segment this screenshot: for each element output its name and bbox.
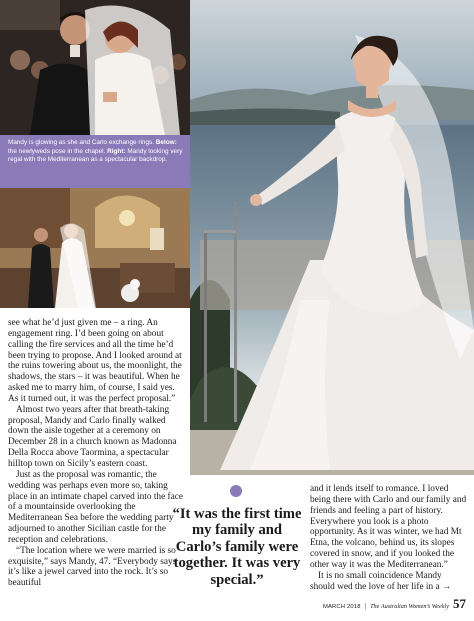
bride-on-terrace-photo (190, 0, 474, 475)
paragraph: see what he’d just given me – a ring. An engagement ring. I’d been going on about calling the fire services and all the time he’d been trying to propose. And I looked around at the ruins towering about us, the moonlight, the shadows, the stars – it was beautiful. When he asked me to marry him, of course, I said yes. As it turned out, it was the perfect proposal.” (8, 318, 182, 404)
right-text-column (310, 484, 468, 592)
paragraph: Just as the proposal was romantic, the wedding was perhaps even more so, taking place in an intimate chapel carved into the face of a mountainside overlooking the Mediterranean Sea before the wedding party adjourned to another Sicilian castle for the reception and celebrations. (8, 469, 184, 545)
caption-text (8, 139, 184, 165)
left-text-column (8, 318, 186, 589)
paragraph: Almost two years after that breath-taking proposal, Mandy and Carlo finally walked down the aisle together at a ceremony on December 28 in a church known as Madonna Della Rocca above Taormina, a spectacular hilltop town on Sicily’s eastern coast. (8, 404, 177, 469)
paragraph: “The location where we were married is so exquisite,” says Mandy, 47. “Everybody says it’s like a jewel carved into the rock. It’s so beautiful (8, 545, 177, 589)
chapel-photo (0, 188, 190, 308)
decorative-dot (230, 485, 242, 497)
bride-terrace-illustration (190, 0, 474, 475)
caption-right-label: Right: (107, 147, 126, 155)
chapel-illustration (0, 188, 190, 308)
ring-exchange-photo (0, 0, 190, 135)
pull-quote: “It was the first time my family and Carlo’s family were together. It was very special.” (172, 506, 302, 588)
caption-part-1: Mandy is glowing as she and Carlo exchange rings. (8, 139, 156, 146)
paragraph: and it lends itself to romance. I loved being there with Carlo and our family and friends and feeling a part of history. Everywhere you look is a photo opportunity. As it was winter, we had Mt Etna, the volcano, behind us, its slopes covered in snow, and if you looked the other way it was the Mediterranean.” (310, 484, 467, 570)
photo-caption (0, 135, 190, 188)
issue-date: MARCH 2018 (322, 604, 361, 610)
caption-below-label: Below: (155, 139, 177, 146)
paragraph: It is no small coincidence Mandy should wed the love of her life in a → (310, 570, 452, 592)
page-number: 57 (453, 596, 466, 611)
caption-part-5: Mandy looking very regal with the Mediterranean as a spectacular backdrop. (8, 147, 183, 164)
publication-name: The Australian Women’s Weekly (370, 603, 449, 610)
page-footer (323, 596, 466, 612)
ring-exchange-illustration (0, 0, 190, 135)
footer-separator: | (364, 602, 367, 610)
caption-part-3: the newlyweds pose in the chapel. (8, 147, 108, 155)
